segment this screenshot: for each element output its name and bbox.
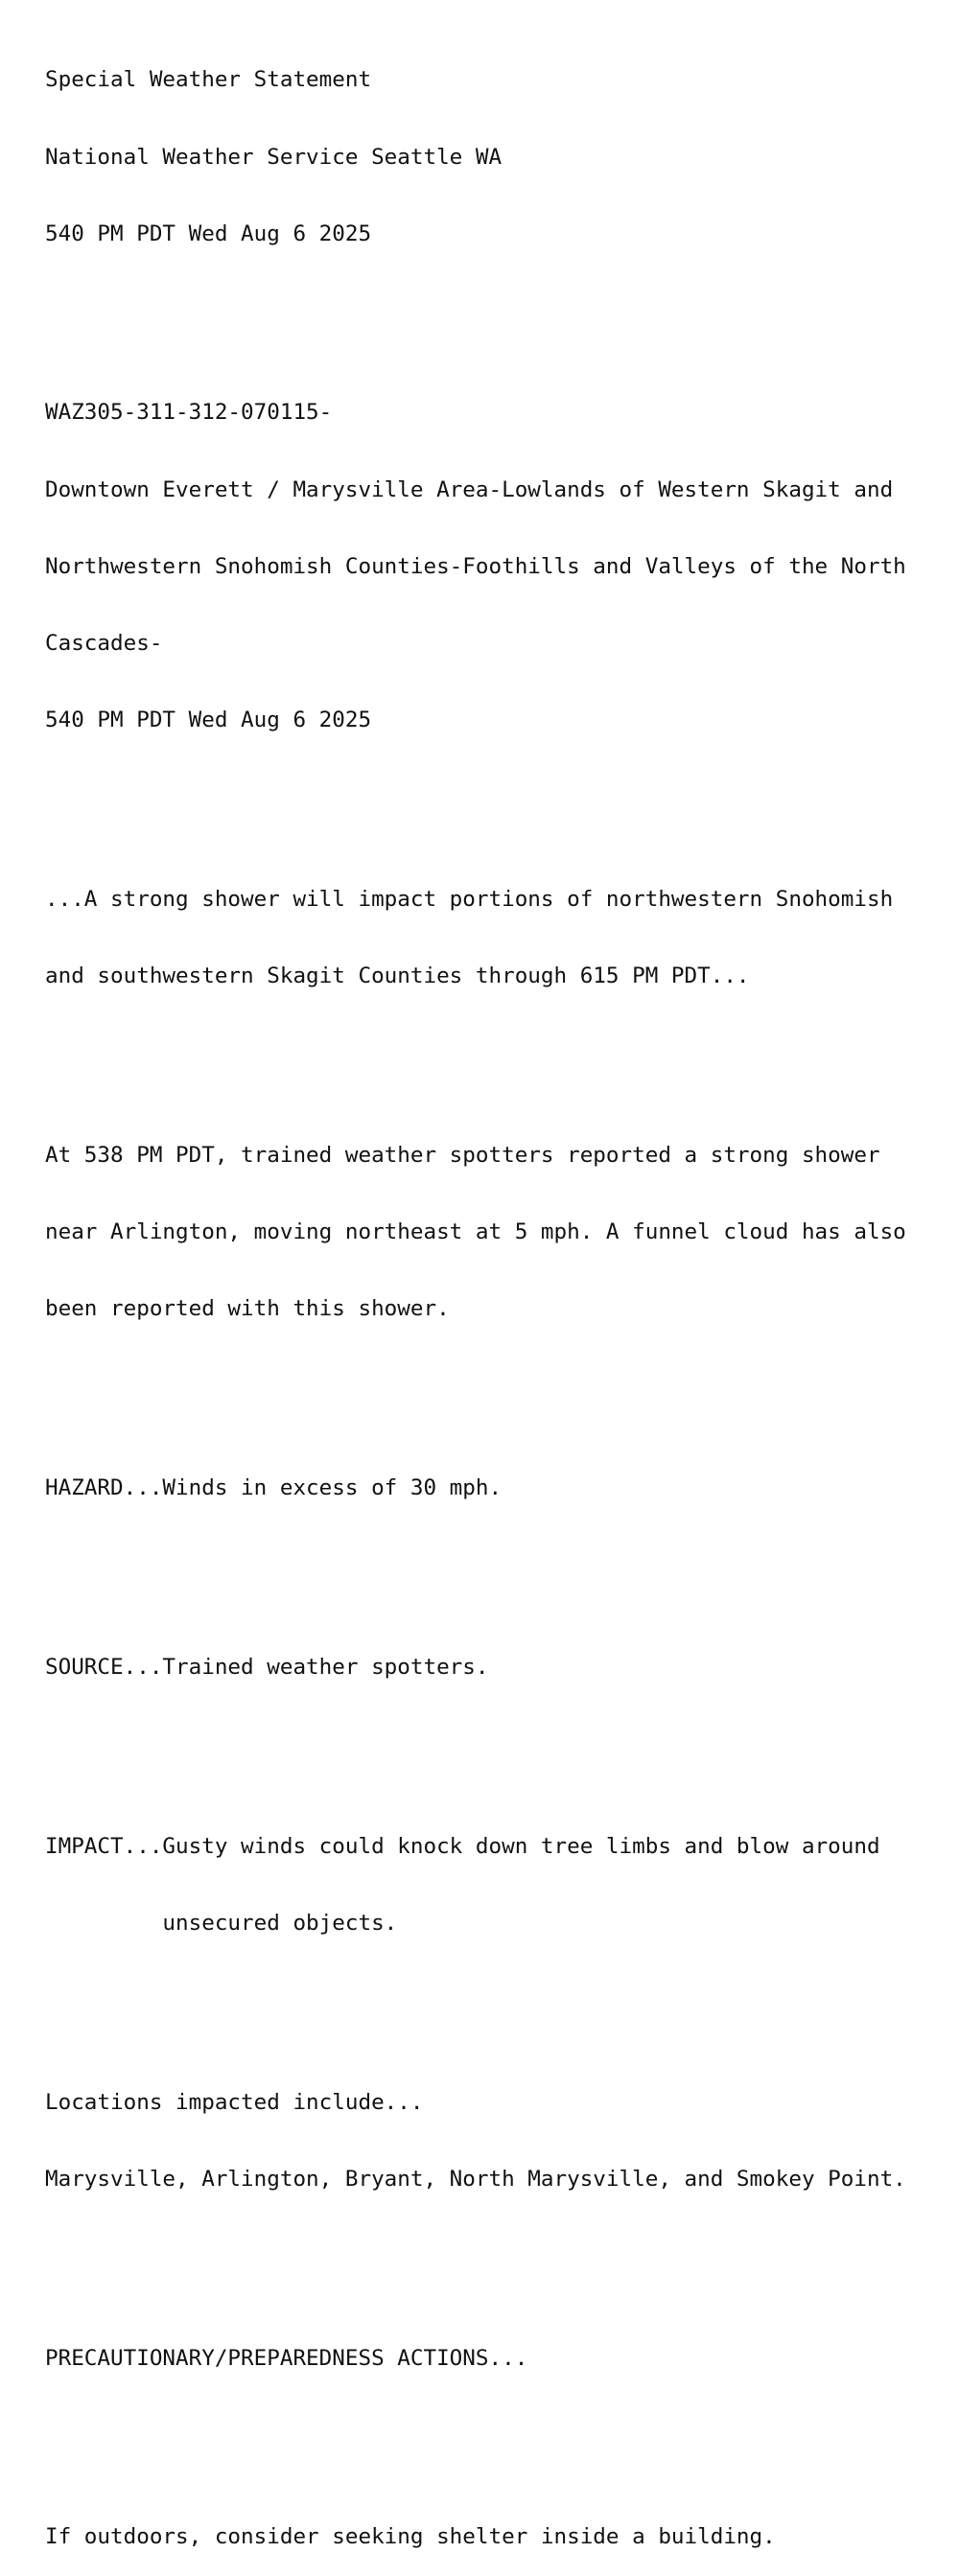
precautionary-heading: PRECAUTIONARY/PREPAREDNESS ACTIONS... <box>45 2345 528 2371</box>
headline-line: ...A strong shower will impact portions of northwestern Snohomish <box>45 886 894 912</box>
summary-line: near Arlington, moving northeast at 5 mph. A funnel cloud has also <box>45 1218 906 1244</box>
impact-continuation: unsecured objects. <box>162 1910 398 1936</box>
impact-line: IMPACT...Gusty winds could knock down tree limbs and blow around <box>45 1833 880 1859</box>
summary-line: At 538 PM PDT, trained weather spotters reported a strong shower <box>45 1142 880 1168</box>
spacer <box>45 298 947 324</box>
zones-line: Cascades- <box>45 630 163 656</box>
locations-list: Marysville, Arlington, Bryant, North Marysville, and Smokey Point. <box>45 2166 906 2192</box>
locations-label: Locations impacted include... <box>45 2089 424 2115</box>
spacer <box>45 784 947 810</box>
ugc-code: WAZ305-311-312-070115- <box>45 400 333 426</box>
zones-line: Downtown Everett / Marysville Area-Lowlands of Western Skagit and <box>45 476 894 502</box>
product-title: Special Weather Statement <box>45 67 372 93</box>
spacer <box>45 2243 947 2269</box>
hazard-line: HAZARD...Winds in excess of 30 mph. <box>45 1474 503 1500</box>
source-line: SOURCE...Trained weather spotters. <box>45 1654 489 1680</box>
segment-issued-time: 540 PM PDT Wed Aug 6 2025 <box>45 707 372 732</box>
spacer <box>45 1552 947 1578</box>
issuing-office: National Weather Service Seattle WA <box>45 144 503 170</box>
precautionary-action: If outdoors, consider seeking shelter inside a building. <box>45 2524 776 2550</box>
spacer <box>45 1731 947 1757</box>
summary-line: been reported with this shower. <box>45 1295 450 1321</box>
spacer <box>45 1040 947 1066</box>
issued-time: 540 PM PDT Wed Aug 6 2025 <box>45 220 372 246</box>
zones-line: Northwestern Snohomish Counties-Foothills and Valleys of the North <box>45 553 906 579</box>
spacer <box>45 1373 947 1399</box>
spacer <box>45 2423 947 2448</box>
headline-line: and southwestern Skagit Counties through 615 PM PDT... <box>45 963 750 988</box>
weather-statement-document <box>45 16 947 2576</box>
spacer <box>45 1987 947 2013</box>
